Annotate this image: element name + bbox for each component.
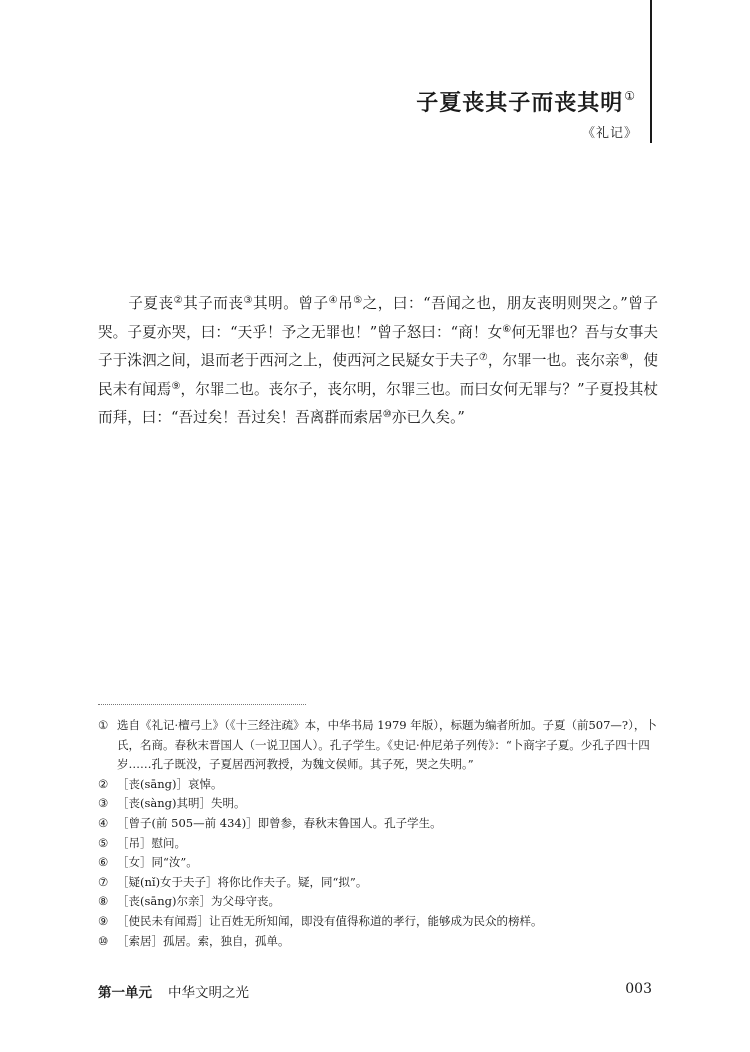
footnote-number: ⑧ xyxy=(98,894,109,909)
unit-title: 中华文明之光 xyxy=(168,985,249,1001)
title-note-mark: ① xyxy=(624,89,636,103)
title-text: 子夏丧其子而丧其明 xyxy=(416,91,624,116)
text-segment: ，尔罪二也。丧尔子，丧尔明，尔罪三也。而曰女何无罪与？”子夏投其杖而拜，曰：“吾过矣！吾过矣！吾离群而索居 xyxy=(98,380,658,426)
main-text xyxy=(98,288,658,431)
text-segment: 亦已久矣。” xyxy=(391,409,465,426)
text-segment: ，尔罪一也。丧尔亲 xyxy=(487,352,620,369)
note-marker: ⑩ xyxy=(382,409,392,420)
footnote-item xyxy=(98,716,658,775)
note-marker: ⑨ xyxy=(171,380,181,392)
footnote-number: ⑨ xyxy=(98,913,109,928)
footnote-separator xyxy=(98,704,306,705)
footnote-number: ② xyxy=(98,776,109,791)
unit-label: 第一单元 xyxy=(98,985,152,1001)
footnote-number: ⑥ xyxy=(98,855,109,870)
text-segment: ，使民未有闻焉 xyxy=(98,352,658,398)
footer-unit xyxy=(98,981,249,1001)
footnote-number: ⑩ xyxy=(98,933,109,948)
text-segment: 吊 xyxy=(338,295,354,312)
footnote-item xyxy=(98,834,658,854)
footnote-text: ［丧(sāng)］哀悼。 xyxy=(117,776,223,791)
footnote-text: ［丧(sàng)其明］失明。 xyxy=(117,796,246,811)
note-marker: ⑦ xyxy=(478,352,488,363)
footnote-text: ［丧(sāng)尔亲］为父母守丧。 xyxy=(117,894,280,909)
page-number: 003 xyxy=(625,981,652,997)
page-title xyxy=(416,86,636,117)
footnote-text: ［使民未有闻焉］让百姓无所知闻，即没有值得称道的孝行，能够成为民众的榜样。 xyxy=(117,913,543,928)
footnote-item xyxy=(98,873,658,893)
text-segment: 之，曰：“吾闻之也，朋友丧明则哭之。”曾子哭。子夏亦哭，曰：“天乎！予之无罪也！”曾子怒曰：“商！女 xyxy=(98,295,658,341)
note-marker: ③ xyxy=(243,295,253,306)
note-marker: ⑧ xyxy=(619,352,629,363)
footnote-item xyxy=(98,775,658,795)
footnote-item xyxy=(98,814,658,834)
footnote-item xyxy=(98,892,658,912)
source-citation: 《礼记》 xyxy=(581,126,638,141)
footnote-number: ① xyxy=(98,718,109,732)
footnote-item xyxy=(98,932,658,952)
note-marker: ⑥ xyxy=(502,323,512,335)
footnote-item xyxy=(98,794,658,814)
note-marker: ② xyxy=(173,295,184,306)
footnote-list xyxy=(98,716,658,951)
footnote-text: ［索居］孤居。索，独自，孤单。 xyxy=(117,933,290,948)
header-rule xyxy=(650,0,652,143)
text-segment: 子夏丧 xyxy=(128,295,174,312)
footnote-text: ［曾子(前 505—前 434)］即曾参，春秋末鲁国人。孔子学生。 xyxy=(117,815,442,830)
footnote-item xyxy=(98,853,658,873)
text-segment: 其子而丧 xyxy=(183,295,244,312)
footnote-number: ⑦ xyxy=(98,874,109,889)
footnote-text: 选自《礼记·檀弓上》（《十三经注疏》本，中华书局 1979 年版），标题为编者所加。子夏（前507—?），卜氏，名商。春秋末晋国人（一说卫国人）。孔子学生。《史记·仲尼弟子列传》：“卜商字子夏。少孔子四十四岁……孔子既没，子夏居西河教授，为魏文侯师。其子死，哭之失明。” xyxy=(117,718,657,772)
footnote-text: ［女］同“汝”。 xyxy=(117,855,198,870)
footnote-number: ④ xyxy=(98,815,109,830)
note-marker: ⑤ xyxy=(353,295,363,306)
footnote-item xyxy=(98,912,658,932)
footnote-text: ［疑(nǐ)女于夫子］将你比作夫子。疑，同“拟”。 xyxy=(117,874,368,889)
text-segment: 何无罪也？吾与女事夫子于洙泗之间，退而老于西河之上，使西河之民疑女于夫子 xyxy=(98,323,659,369)
footnote-number: ③ xyxy=(98,796,109,811)
note-marker: ④ xyxy=(328,295,339,306)
footnote-number: ⑤ xyxy=(98,835,109,850)
footnote-text: ［吊］慰问。 xyxy=(117,835,186,850)
body-paragraph xyxy=(98,288,658,431)
text-segment: 其明。曾子 xyxy=(253,295,329,312)
